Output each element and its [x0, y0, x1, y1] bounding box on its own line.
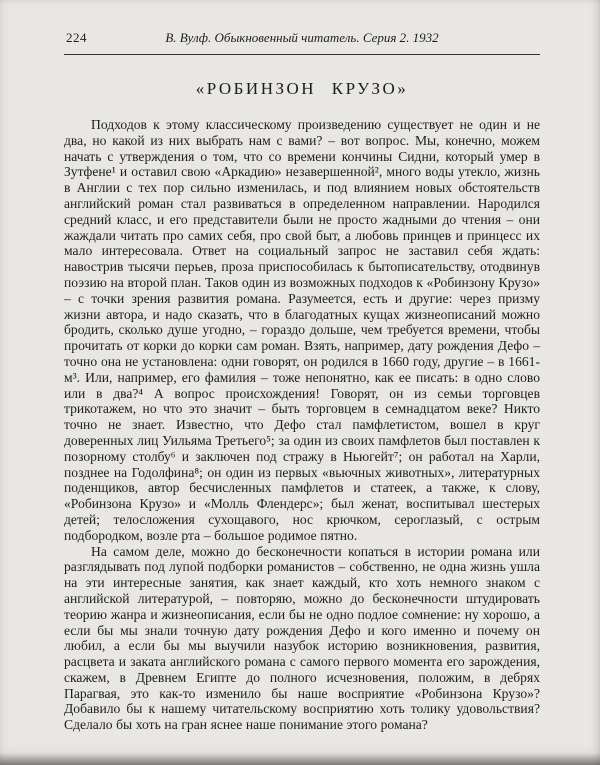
paragraph-2: На самом деле, можно до бесконечности копаться в истории романа или разглядывать под лупой подборки романистов – собственно, не одна жизнь ушла на эти интересные занятия, как знает каждый, кто хоть немного знаком с английской литературой, – повторяю, можно до бесконечности штудировать теорию жанра и жизнеописания, если бы не одно подлое сомнение: ну хорошо, а если бы мы знали точную дату рождения Дефо и кого именно и почему он любил, а если бы мы выучили назубок историю возникновения, развития, расцвета и заката английского романа с самого первого момента его зарождения, скажем, в Древнем Египте до полного исчезновения, положим, в дебрях Парагвая, это как-то изменило бы наше восприятие «Робинзона Крузо»? Добавило бы к нашему читательскому восприятию хоть толику удовольствия? Сделало бы хоть на гран яснее наше понимание этого романа? — [64, 543, 540, 733]
body-text — [64, 117, 540, 733]
header-rule — [64, 54, 540, 55]
page-content — [64, 30, 540, 733]
scan-shadow — [0, 753, 600, 765]
page-header — [64, 30, 540, 48]
chapter-title: «РОБИНЗОН КРУЗО» — [195, 79, 409, 98]
paragraph-1: Подходов к этому классическому произведению существует не один и не два, но какой из них выбрать нам с вами? – вот вопрос. Мы, конечно, можем начать с утверждения о том, что со времени кончины Сидни, который умер в Зутфене¹ и оставил свою «Аркадию» незавершенной², много воды утекло, жизнь в Англии с тех пор сильно изменилась, и под влиянием новых обстоятельств английский роман стал развиваться в определенном направлении. Народился средний класс, и его представители были не просто жадными до чтения – они жаждали читать про самих себя, про свой быт, а любовь принцев и принцесс их мало интересовала. Ответ на социальный запрос не заставил себя ждать: навострив тысячи перьев, проза приспособилась к бытописательству, отодвинув поэзию на второй план. Таков один из возможных подходов к «Робинзону Крузо» – с точки зрения развития романа. Разумеется, есть и другие: через призму жизни автора, и надо сказать, что в благодатных кущах жизнеописаний можно бродить, сколько душе угодно, – гораздо дольше, чем требуется времени, чтобы прочитать от корки до корки сам роман. Взять, например, дату рождения Дефо – точно она не установлена: одни говорят, он родился в 1660 году, другие – в 1661-м³. Или, например, его фамилия – тоже непонятно, как ее писать: в одно слово или в два?⁴ А вопрос происхождения! Говорят, он из семьи торговцев трикотажем, но что это значит – быть торговцем в семнадцатом веке? Никто точно не знает. Известно, что Дефо стал памфлетистом, вошел в круг доверенных лиц Уильяма Третьего⁵; за один из своих памфлетов был поставлен к позорному столбу⁶ и заключен под стражу в Ньюгейт⁷; он работал на Харли, позднее на Годолфина⁸; он один из первых «вьючных животных», литературных поденщиков, автор бесчисленных памфлетов и статеек, а также, к слову, «Робинзона Крузо» и «Молль Флендерс»; был женат, воспитывал шестерых детей; телосложения сухощавого, нос крючком, сероглазый, с острым подбородком, возле рта – большое родимое пятно. — [64, 117, 540, 543]
running-title: В. Вулф. Обыкновенный читатель. Серия 2. 1932 — [165, 30, 439, 45]
page-number: 224 — [66, 30, 87, 45]
